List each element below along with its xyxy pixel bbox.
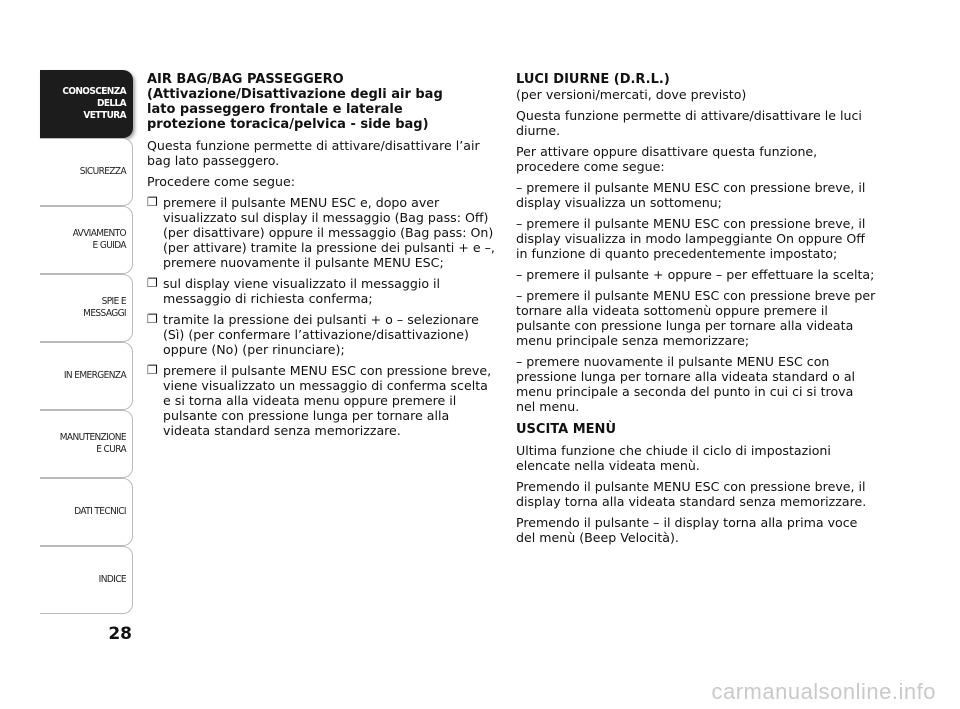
- paragraph: Questa funzione permette di attivare/disattivare l’air bag lato passeggero.: [147, 138, 480, 168]
- checkbox-bullet-icon: ❐: [147, 363, 158, 377]
- tab-avviamento-e-guida[interactable]: AVVIAMENTO E GUIDA: [40, 206, 133, 274]
- list-item-text: premere il pulsante MENU ESC e, dopo aver visualizzato sul display il messaggio (Bag pass: Off) (per disattivare) oppure il messaggio (Bag pass: On) (per attivare) tramite la pressione dei pulsanti + e –, premere nuovamente il pulsante MENU ESC;: [163, 195, 495, 270]
- tab-dati-tecnici[interactable]: DATI TECNICI: [40, 478, 133, 546]
- page-number: 28: [108, 624, 132, 644]
- checkbox-bullet-icon: ❐: [147, 276, 158, 290]
- checkbox-bullet-icon: ❐: [147, 312, 158, 326]
- airbag-section-title: AIR BAG/BAG PASSEGGERO (Attivazione/Disattivazione degli air bag lato passeggero frontale e laterale protezione toracica/pelvica - side bag): [147, 72, 443, 132]
- paragraph: Per attivare oppure disattivare questa funzione, procedere come segue:: [516, 144, 818, 174]
- tab-manutenzione-e-cura[interactable]: MANUTENZIONE E CURA: [40, 410, 133, 478]
- drl-section-title: LUCI DIURNE (D.R.L.): [516, 72, 670, 87]
- tab-in-emergenza[interactable]: IN EMERGENZA: [40, 342, 133, 410]
- list-item: [147, 363, 497, 438]
- paragraph: – premere il pulsante MENU ESC con pressione breve per tornare alla videata sottomenù oppure premere il pulsante con pressione lunga per tornare alla videata menu principale senza memorizzare;: [516, 288, 876, 348]
- watermark: carmanualsonline.info: [711, 679, 936, 704]
- paragraph: Premendo il pulsante MENU ESC con pressione breve, il display torna alla videata standard senza memorizzare.: [516, 479, 867, 509]
- paragraph: Premendo il pulsante – il display torna alla prima voce del menù (Beep Velocità).: [516, 515, 858, 545]
- tab-indice[interactable]: INDICE: [40, 546, 133, 614]
- list-item-text: premere il pulsante MENU ESC con pressione breve, viene visualizzato un messaggio di conferma scelta e si torna alla videata menu oppure premere il pulsante con pressione lunga per tornare alla videata standard senza memorizzare.: [163, 363, 492, 438]
- paragraph: – premere il pulsante MENU ESC con pressione breve, il display visualizza un sottomenu;: [516, 180, 866, 210]
- paragraph: – premere nuovamente il pulsante MENU ESC con pressione lunga per tornare alla videata standard o al menu principale a seconda del punto in cui ci si trova nel menu.: [516, 354, 856, 414]
- tab-conoscenza-della-vettura[interactable]: CONOSCENZA DELLA VETTURA: [40, 70, 133, 138]
- chapter-sidebar: [40, 70, 133, 614]
- drl-section-subtitle: (per versioni/mercati, dove previsto): [516, 87, 747, 102]
- list-item: [147, 312, 497, 357]
- checkbox-bullet-icon: ❐: [147, 195, 158, 209]
- tab-sicurezza[interactable]: SICUREZZA: [40, 138, 133, 206]
- left-column: [147, 72, 497, 444]
- paragraph: – premere il pulsante MENU ESC con pressione breve, il display visualizza in modo lampeggiante On oppure Off in funzione di quanto precedentemente impostato;: [516, 216, 866, 261]
- paragraph: – premere il pulsante + oppure – per effettuare la scelta;: [516, 267, 875, 282]
- list-item-text: tramite la pressione dei pulsanti + o – selezionare (Sì) (per confermare l’attivazione/disattivazione) oppure (No) (per rinunciare);: [163, 312, 479, 357]
- list-item: [147, 195, 497, 270]
- right-column: [516, 72, 876, 551]
- tab-spie-e-messaggi[interactable]: SPIE E MESSAGGI: [40, 274, 133, 342]
- list-item: [147, 276, 497, 306]
- list-item-text: sul display viene visualizzato il messaggio il messaggio di richiesta conferma;: [163, 276, 441, 306]
- paragraph: Procedere come segue:: [147, 174, 295, 189]
- paragraph: Questa funzione permette di attivare/disattivare le luci diurne.: [516, 108, 862, 138]
- procedure-list: [147, 195, 497, 438]
- exit-menu-section-title: USCITA MENÙ: [516, 422, 616, 437]
- paragraph: Ultima funzione che chiude il ciclo di impostazioni elencate nella videata menù.: [516, 443, 831, 473]
